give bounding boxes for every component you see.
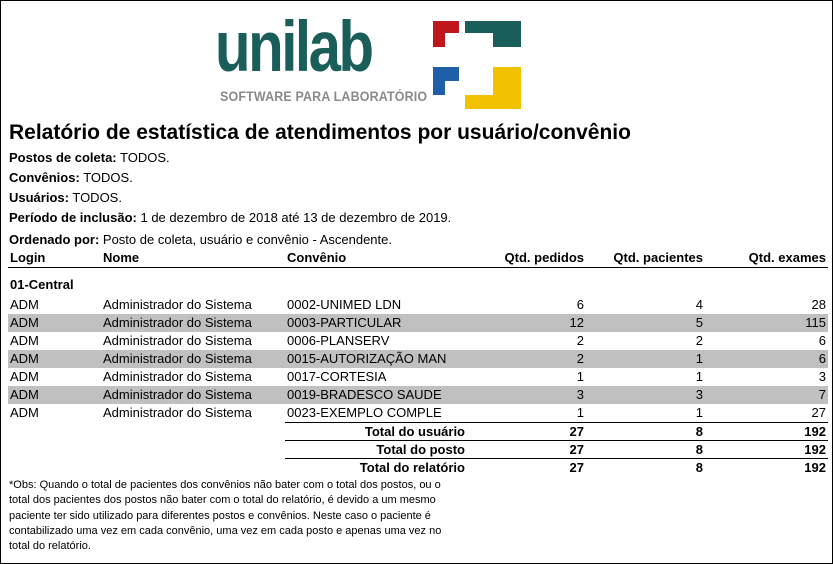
- cell-pedidos: 2: [576, 333, 584, 348]
- cell-pacientes: 1: [695, 369, 703, 384]
- total-label: Total do usuário: [285, 423, 467, 441]
- report-table: [8, 248, 828, 476]
- col-pedidos: Qtd. pedidos: [467, 248, 586, 268]
- cell-nome: Administrador do Sistema: [101, 350, 285, 368]
- cell-pedidos: 1: [576, 405, 584, 420]
- table-row: [8, 368, 828, 386]
- cell-pacientes: 3: [586, 386, 705, 404]
- total-pacientes: 8: [586, 459, 705, 477]
- cell-exames: 6: [818, 333, 826, 348]
- cell-login: ADM: [10, 333, 39, 348]
- total-label: Total do posto: [285, 441, 467, 459]
- total-exames: 192: [705, 441, 828, 459]
- filter-label: Ordenado por:: [9, 232, 100, 247]
- total-posto-row: [8, 441, 828, 459]
- cell-nome: Administrador do Sistema: [101, 386, 285, 404]
- cell-exames: 115: [705, 314, 828, 332]
- col-pacientes: Qtd. pacientes: [586, 248, 705, 268]
- cell-login: ADM: [10, 297, 39, 312]
- cell-convenio: 0015-AUTORIZAÇÃO MAN: [285, 350, 467, 368]
- group-label: 01-Central: [10, 277, 74, 292]
- filter-value: Posto de coleta, usuário e convênio - Ascendente.: [102, 232, 392, 247]
- filter-label: Postos de coleta:: [9, 150, 117, 165]
- filter-label: Convênios:: [9, 170, 80, 185]
- total-usuario-row: [8, 423, 828, 441]
- cell-pedidos: 2: [467, 350, 586, 368]
- cell-nome: Administrador do Sistema: [103, 405, 252, 421]
- cell-login: ADM: [8, 386, 101, 404]
- logo-wordmark: unilab: [215, 8, 372, 87]
- total-pedidos: 27: [467, 423, 586, 441]
- cell-nome: Administrador do Sistema: [103, 333, 252, 348]
- filter-label: Período de inclusão:: [9, 210, 137, 225]
- total-pedidos: 27: [467, 441, 586, 459]
- col-nome: Nome: [101, 248, 285, 268]
- table-row: [8, 350, 828, 368]
- cell-pedidos: 1: [576, 369, 584, 384]
- cell-login: ADM: [10, 369, 39, 384]
- filter-label: Usuários:: [9, 190, 69, 205]
- group-row: [8, 268, 828, 297]
- cell-convenio: 0019-BRADESCO SAUDE: [285, 386, 467, 404]
- unilab-logo: [215, 8, 527, 115]
- cell-convenio: 0023-EXEMPLO COMPLE: [287, 405, 442, 420]
- filter-usuarios: [9, 190, 122, 205]
- col-exames: Qtd. exames: [705, 248, 828, 268]
- total-pedidos: 27: [467, 459, 586, 477]
- cell-pedidos: 3: [467, 386, 586, 404]
- cell-exames: 6: [705, 350, 828, 368]
- filter-value: 1 de dezembro de 2018 até 13 de dezembro de 2019.: [140, 210, 452, 225]
- total-label: Total do relatório: [285, 459, 467, 477]
- cell-pacientes: 1: [586, 350, 705, 368]
- cell-pacientes: 5: [586, 314, 705, 332]
- filter-periodo: [9, 210, 451, 225]
- table-row: [8, 332, 828, 350]
- col-login: Login: [8, 248, 101, 268]
- cell-convenio: 0002-UNIMED LDN: [287, 297, 402, 312]
- cell-nome: Administrador do Sistema: [103, 369, 252, 384]
- cell-convenio: 0006-PLANSERV: [287, 333, 390, 348]
- cell-nome: Administrador do Sistema: [103, 297, 252, 312]
- total-relatorio-row: [8, 459, 828, 477]
- table-row: [8, 386, 828, 404]
- total-exames: 192: [705, 459, 828, 477]
- filter-ordenado: [9, 232, 392, 247]
- filter-value: TODOS.: [72, 190, 122, 205]
- cell-login: ADM: [8, 350, 101, 368]
- logo-blue-block: [433, 67, 459, 95]
- logo-red-block: [433, 21, 459, 47]
- cell-convenio: 0003-PARTICULAR: [285, 314, 467, 332]
- table-row: [8, 296, 828, 314]
- cell-login: ADM: [10, 405, 39, 421]
- cell-pacientes: 2: [695, 333, 703, 348]
- table-row: [8, 404, 828, 423]
- report-title: Relatório de estatística de atendimentos por usuário/convênio: [9, 121, 631, 144]
- cell-exames: 27: [811, 405, 826, 420]
- cell-pedidos: 6: [576, 297, 584, 312]
- total-exames: 192: [705, 423, 828, 441]
- total-pacientes: 8: [586, 441, 705, 459]
- cell-pedidos: 12: [467, 314, 586, 332]
- table-row: [8, 314, 828, 332]
- logo-cross-icon: [427, 15, 527, 113]
- total-pacientes: 8: [586, 423, 705, 441]
- col-convenio: Convênio: [285, 248, 467, 268]
- logo-subtitle: SOFTWARE PARA LABORATÓRIO: [220, 89, 428, 104]
- cell-pacientes: 1: [695, 405, 703, 420]
- logo-yellow-block: [465, 67, 521, 109]
- cell-exames: 28: [811, 297, 826, 312]
- cell-nome: Administrador do Sistema: [101, 314, 285, 332]
- filter-value: TODOS.: [83, 170, 133, 185]
- table-header: [8, 248, 828, 268]
- filter-postos: [9, 150, 170, 165]
- cell-convenio: 0017-CORTESIA: [287, 369, 387, 384]
- observation-note: *Obs: Quando o total de pacientes dos convênios não bater com o total dos postos, ou o total dos pacientes dos postos não bater com o total do relatório, é devido a um mesmo paciente ter sido utilizado para diferentes postos e convênios. Neste caso o paciente é contabilizado uma vez em cada convênio, uma vez em cada posto e apenas uma vez no total do relatório.: [9, 479, 442, 553]
- filter-convenios: [9, 170, 133, 185]
- logo-green-block: [465, 21, 521, 47]
- filter-value: TODOS.: [120, 150, 170, 165]
- cell-login: ADM: [8, 314, 101, 332]
- cell-exames: 3: [818, 369, 826, 384]
- cell-pacientes: 4: [695, 297, 703, 312]
- cell-exames: 7: [705, 386, 828, 404]
